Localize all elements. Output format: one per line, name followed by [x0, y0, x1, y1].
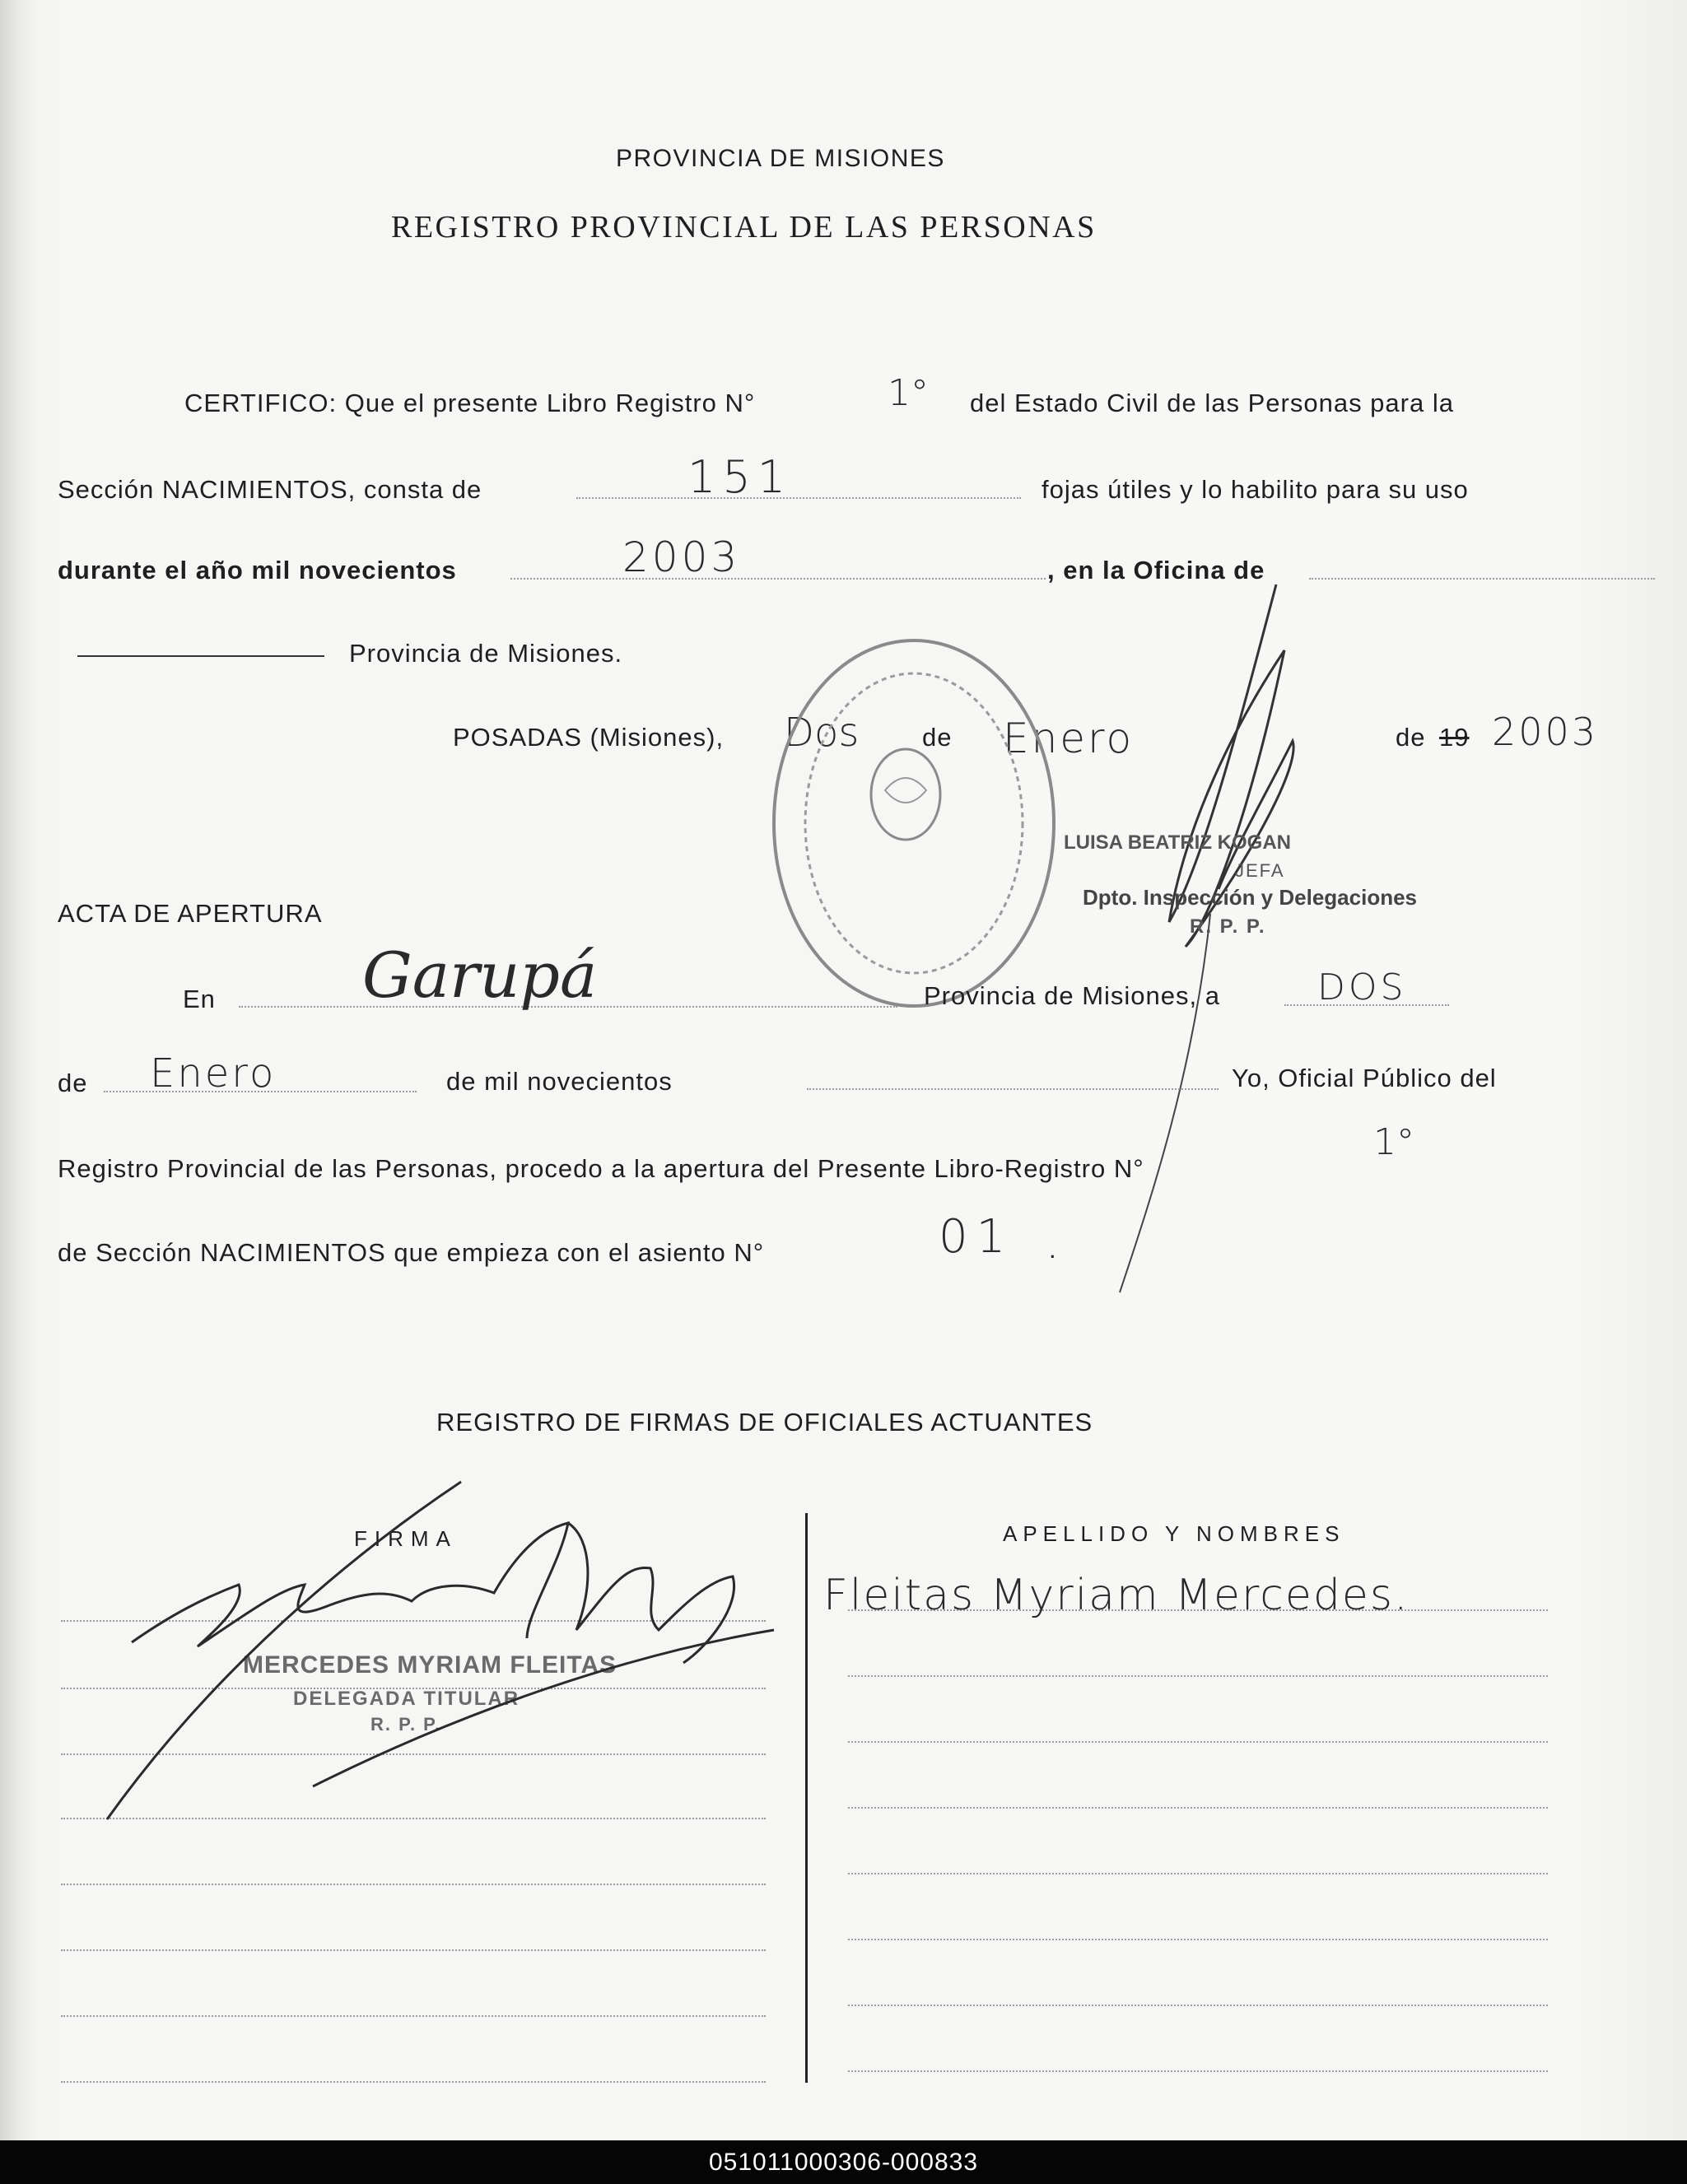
official-stamp-name: LUISA BEATRIZ KOGAN: [1064, 831, 1291, 854]
acta-yo: Yo, Oficial Público del: [1232, 1064, 1497, 1092]
acta-period: .: [1049, 1235, 1057, 1264]
cert-day: Dos: [784, 710, 860, 756]
cert-struck-year: 19: [1439, 723, 1470, 752]
acta-day: DOS: [1317, 966, 1407, 1008]
cert-de1: de: [922, 723, 953, 752]
cert-line1-start: CERTIFICO: Que el presente Libro Registro N°: [184, 389, 756, 417]
signature-stamp-role: DELEGADA TITULAR: [293, 1688, 520, 1710]
signature-stamp-name: MERCEDES MYRIAM FLEITAS: [243, 1651, 617, 1679]
col-nombres-label: APELLIDO Y NOMBRES: [1003, 1521, 1345, 1546]
cert-line2-start: Sección NACIMIENTOS, consta de: [58, 475, 482, 504]
signature-stamp-org: R. P. P.: [370, 1714, 442, 1735]
acta-province: Provincia de Misiones, a: [924, 981, 1220, 1010]
archive-code: 051011000306-000833: [708, 2149, 979, 2176]
acta-en: En: [183, 985, 216, 1013]
acta-place: Garupá: [362, 938, 598, 1012]
official-stamp-org: R. P. P.: [1190, 915, 1266, 938]
cert-date-year: 2003: [1492, 710, 1599, 754]
cert-line4: Provincia de Misiones.: [349, 639, 623, 668]
cert-line2-end: fojas útiles y lo habilito para su uso: [1042, 475, 1469, 504]
cert-book-number: 1°: [888, 372, 929, 414]
cert-de2: de: [1396, 723, 1426, 752]
cert-line3-start: durante el año mil novecientos: [58, 556, 457, 584]
acta-book-number: 1°: [1373, 1121, 1414, 1163]
cert-line3-end: , en la Oficina de: [1047, 556, 1265, 584]
cert-month: Enero: [1003, 715, 1135, 762]
col-firma-label: FIRMA: [354, 1526, 458, 1551]
cert-pages: 151: [687, 451, 793, 503]
header-registry: REGISTRO PROVINCIAL DE LAS PERSONAS: [391, 210, 1097, 244]
cert-year: 2003: [622, 533, 741, 581]
acta-entry-number: 01: [939, 1210, 1014, 1264]
acta-de: de: [58, 1069, 88, 1097]
cert-place: POSADAS (Misiones),: [453, 723, 725, 752]
cert-line1-end: del Estado Civil de las Personas para la: [970, 389, 1454, 417]
official-stamp-role: JEFA: [1235, 860, 1285, 881]
acta-line3: Registro Provincial de las Personas, procedo a la apertura del Presente Libro-Registro N°: [58, 1154, 1144, 1183]
archive-footer: [0, 2140, 1687, 2184]
signatures-title: REGISTRO DE FIRMAS DE OFICIALES ACTUANTES: [436, 1408, 1093, 1437]
signature-name-written: Fleitas Myriam Mercedes.: [823, 1571, 1410, 1620]
official-stamp-department: Dpto. Inspección y Delegaciones: [1083, 885, 1417, 910]
header-province: PROVINCIA DE MISIONES: [616, 145, 945, 172]
acta-title: ACTA DE APERTURA: [58, 899, 323, 928]
acta-month: Enero: [150, 1050, 277, 1097]
acta-line4: de Sección NACIMIENTOS que empieza con el asiento N°: [58, 1238, 765, 1267]
acta-mil: de mil novecientos: [446, 1067, 673, 1096]
